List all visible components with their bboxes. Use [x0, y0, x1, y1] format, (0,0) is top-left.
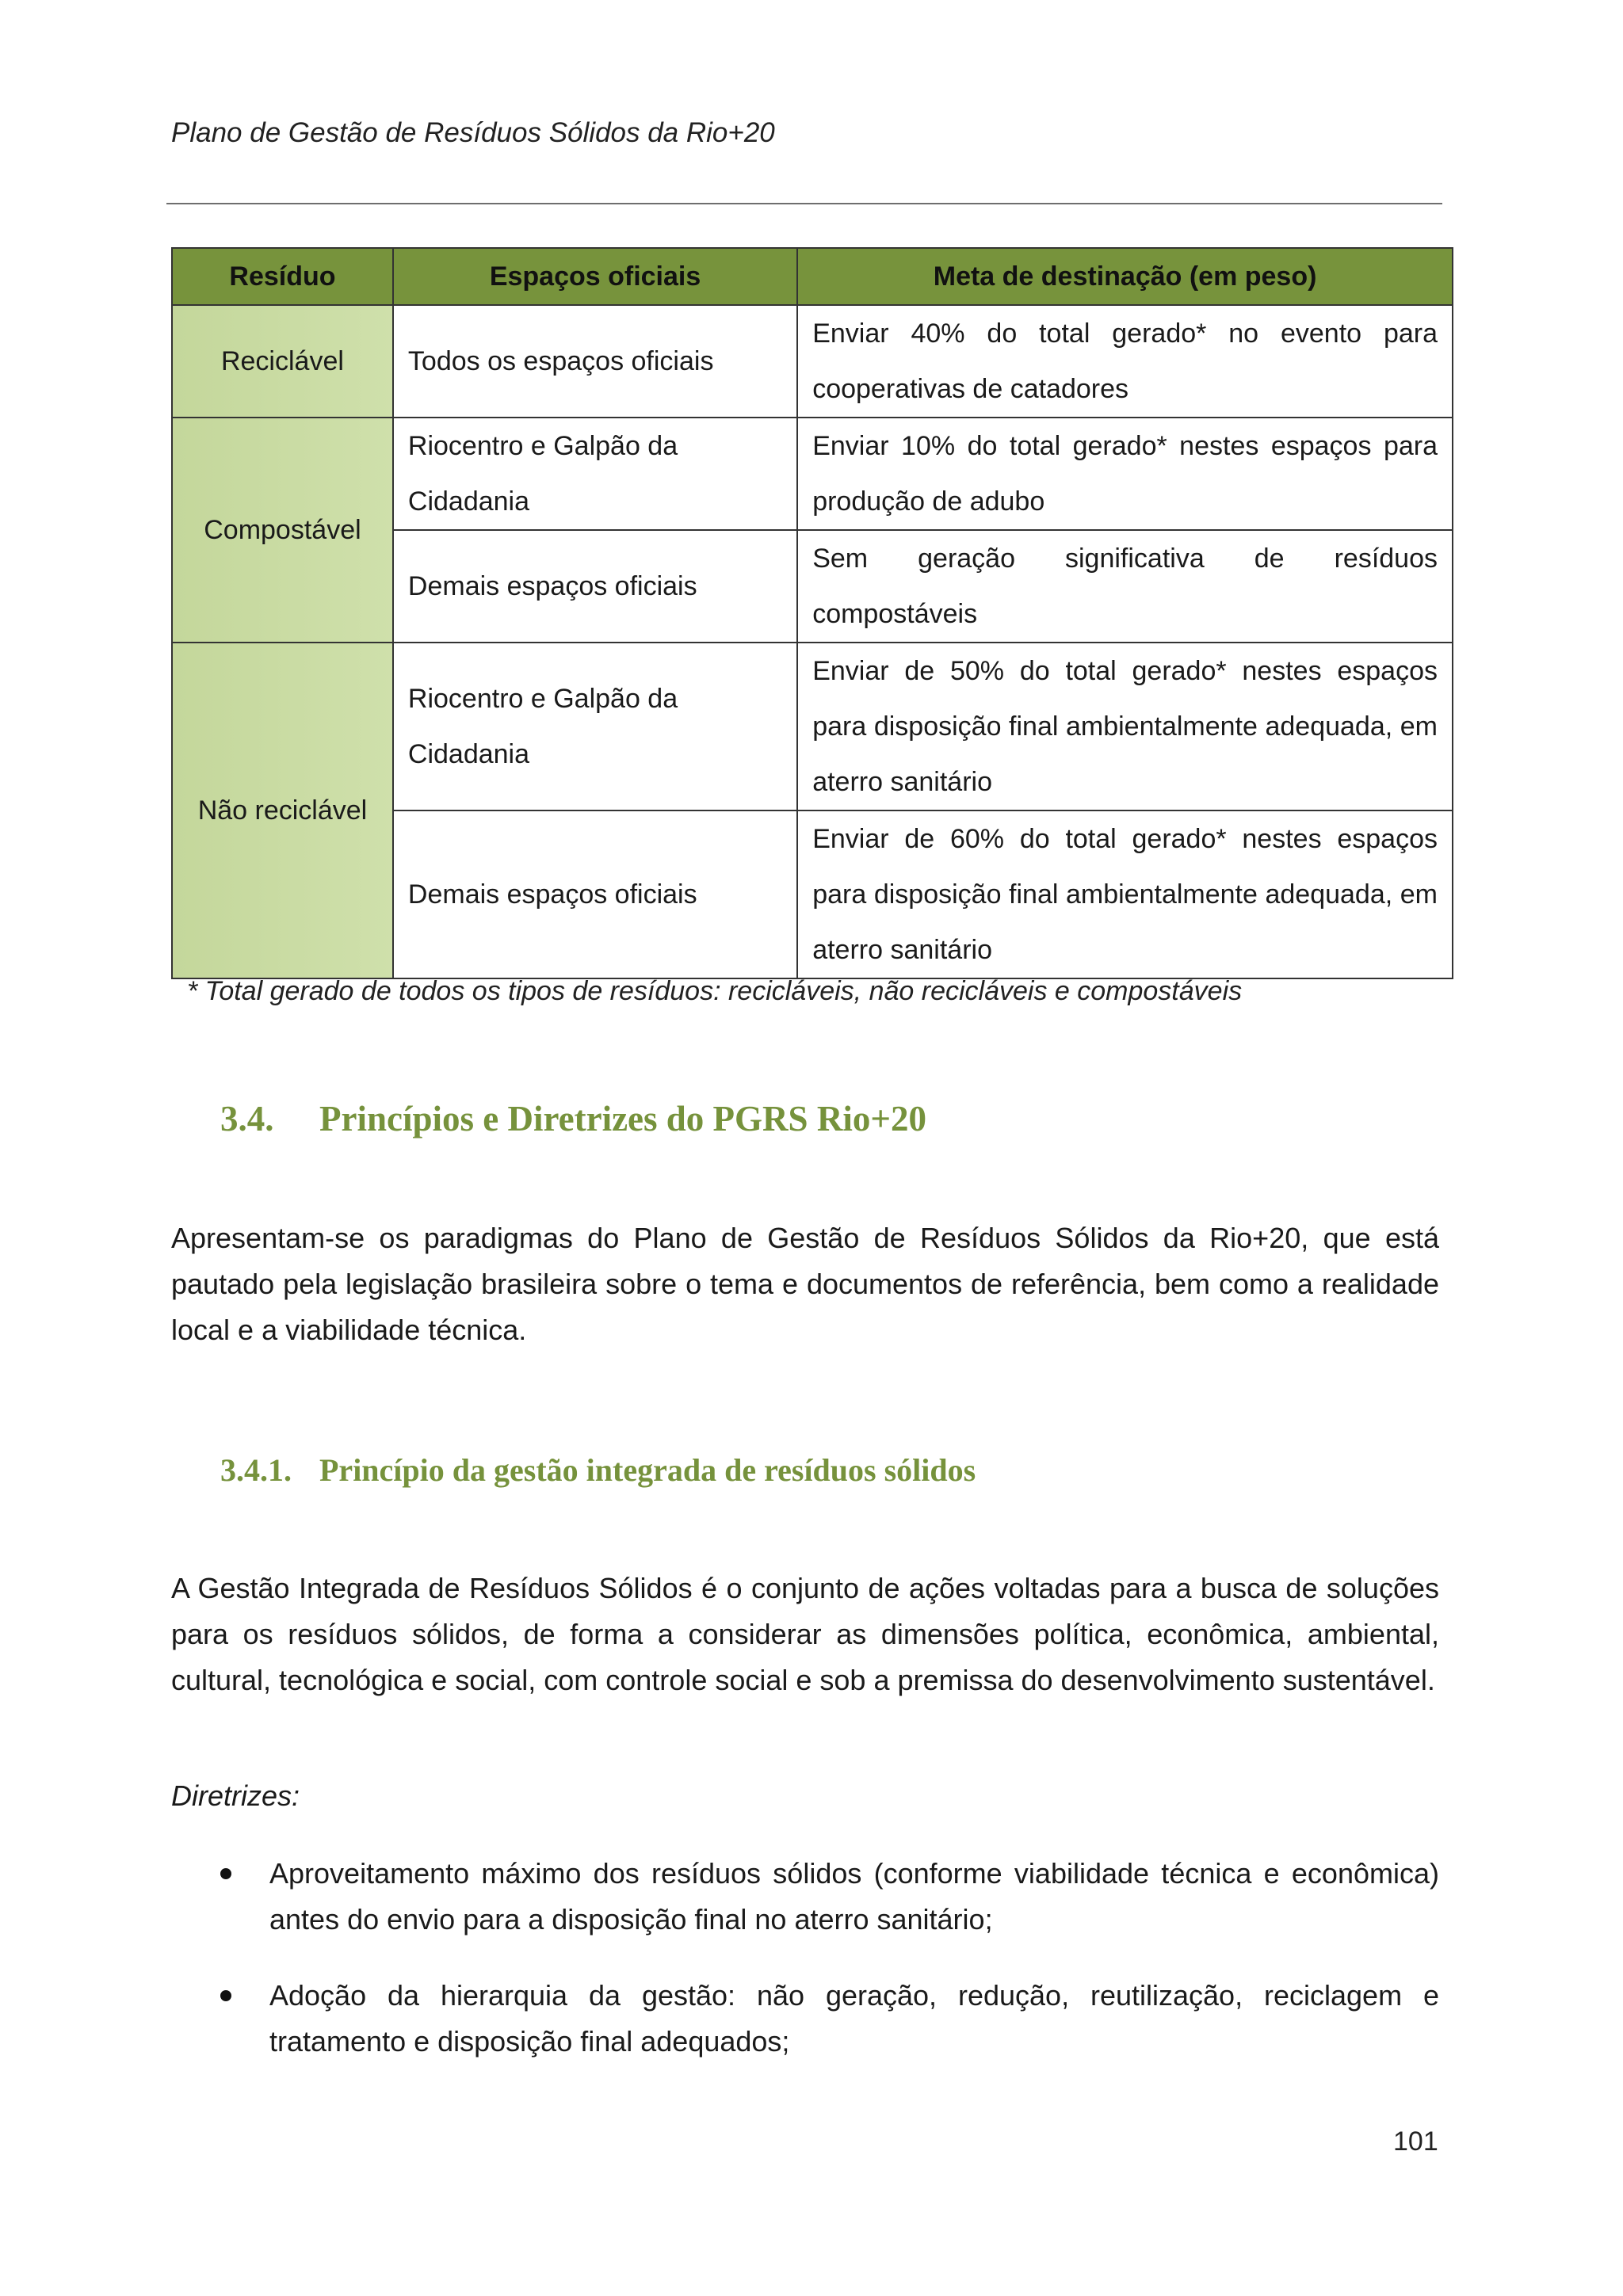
section-intro-paragraph: Apresentam-se os paradigmas do Plano de Gestão de Resíduos Sólidos da Rio+20, que está pautado pela legislação brasileira sobre o tema e documentos de referência, bem como a realidade local e a viabilidade técnica.: [171, 1222, 1439, 1346]
space-cell: Demais espaços oficiais: [393, 530, 797, 643]
subsection-body-paragraph: A Gestão Integrada de Resíduos Sólidos é o conjunto de ações voltadas para a busca de soluções para os resíduos sólidos, de forma a considerar as dimensões política, econômica, ambiental, cultural, tecnológica e social, com controle social e sob a premissa do desenvolvimento sustentável.: [171, 1572, 1439, 1696]
running-header: Plano de Gestão de Resíduos Sólidos da Rio+20: [171, 117, 775, 148]
list-item: [171, 1851, 1439, 1943]
goal-cell: Enviar de 60% do total gerado* nestes espaços para disposição final ambientalmente adequada, em aterro sanitário: [797, 810, 1453, 978]
table-row: [172, 418, 1453, 530]
bullet-icon: [220, 1990, 231, 2001]
space-cell: Todos os espaços oficiais: [393, 305, 797, 418]
guideline-text: Adoção da hierarquia da gestão: não geração, redução, reutilização, reciclagem e tratamento e disposição final adequados;: [269, 1979, 1439, 2058]
residue-cell-non-recyclable: Não reciclável: [172, 643, 393, 978]
space-cell: Riocentro e Galpão da Cidadania: [393, 418, 797, 530]
table-row: [172, 643, 1453, 810]
section-heading: [220, 1098, 926, 1139]
column-header-residue: Resíduo: [172, 248, 393, 305]
list-item: [171, 1973, 1439, 2065]
subsection-heading: [220, 1451, 976, 1489]
destination-goals-table: [171, 247, 1453, 979]
column-header-spaces: Espaços oficiais: [393, 248, 797, 305]
subsection-title: Princípio da gestão integrada de resíduos sólidos: [319, 1452, 976, 1488]
goal-cell: Sem geração significativa de resíduos compostáveis: [797, 530, 1453, 643]
guidelines-list: [171, 1851, 1439, 2095]
page-number: 101: [1393, 2126, 1438, 2157]
space-cell: Demais espaços oficiais: [393, 810, 797, 978]
guidelines-label: Diretrizes:: [171, 1779, 300, 1812]
goal-cell: Enviar 10% do total gerado* nestes espaços para produção de adubo: [797, 418, 1453, 530]
goal-cell: Enviar de 50% do total gerado* nestes espaços para disposição final ambientalmente adequada, em aterro sanitário: [797, 643, 1453, 810]
table-row: [172, 305, 1453, 418]
section-number: 3.4.: [220, 1099, 274, 1138]
residue-cell-recyclable: Reciclável: [172, 305, 393, 418]
residue-cell-compostable: Compostável: [172, 418, 393, 643]
bullet-icon: [220, 1868, 231, 1879]
space-cell: Riocentro e Galpão da Cidadania: [393, 643, 797, 810]
table-footnote: * Total gerado de todos os tipos de resíduos: recicláveis, não recicláveis e compostáveis: [187, 976, 1243, 1006]
column-header-goal: Meta de destinação (em peso): [797, 248, 1453, 305]
table-header-row: [172, 248, 1453, 305]
guideline-text: Aproveitamento máximo dos resíduos sólidos (conforme viabilidade técnica e econômica) antes do envio para a disposição final no aterro sanitário;: [269, 1857, 1439, 1936]
goal-cell: Enviar 40% do total gerado* no evento para cooperativas de catadores: [797, 305, 1453, 418]
subsection-number: 3.4.1.: [220, 1452, 292, 1488]
header-divider: [166, 203, 1442, 204]
section-title: Princípios e Diretrizes do PGRS Rio+20: [319, 1099, 926, 1138]
